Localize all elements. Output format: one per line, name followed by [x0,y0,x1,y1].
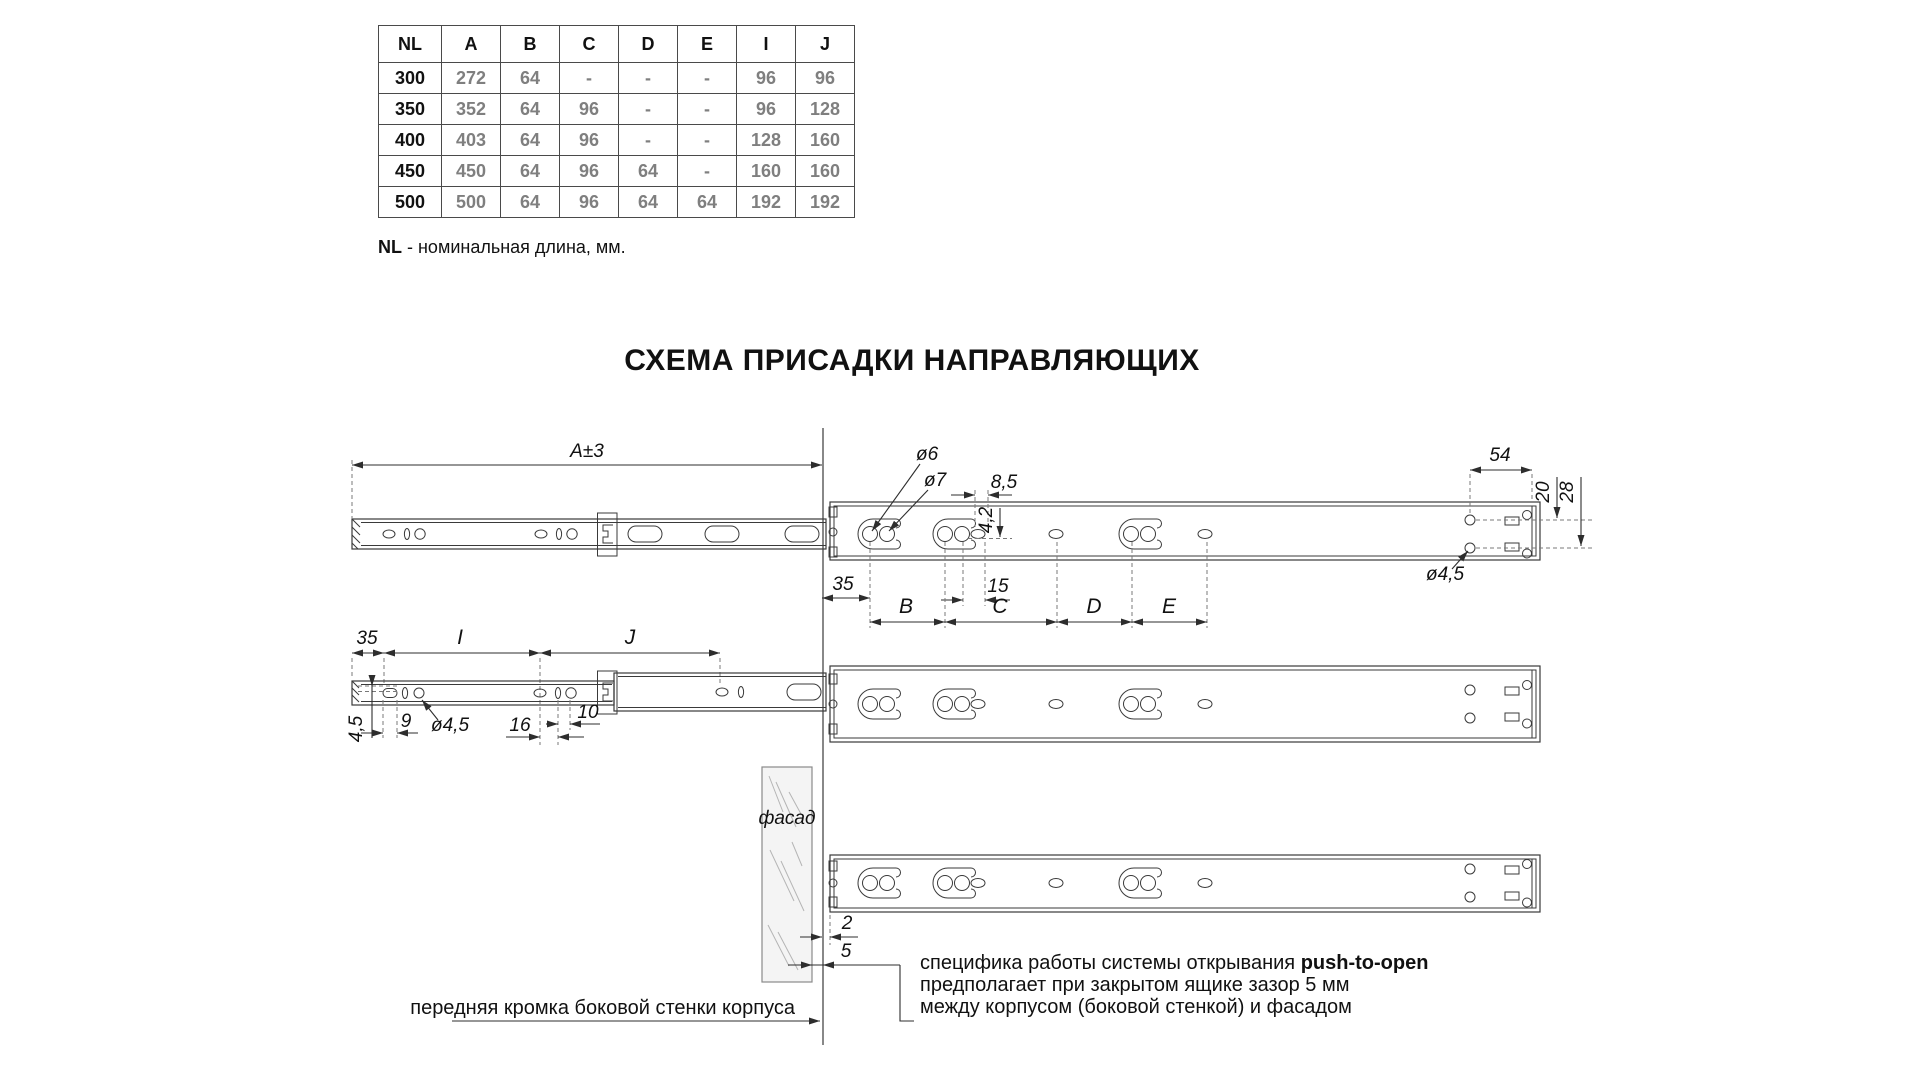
cell: - [678,125,737,156]
cell: 160 [737,156,796,187]
cell: - [560,63,619,94]
svg-text:9: 9 [400,711,412,732]
svg-text:4,2: 4,2 [976,506,997,534]
svg-text:20: 20 [1533,481,1554,503]
table-row [379,63,855,94]
push-to-open-note [920,952,1428,1018]
cell: - [678,156,737,187]
rail-row1-drawer-member [352,513,826,556]
table-row [379,125,855,156]
nl-text: - номинальная длина, мм. [402,237,626,257]
svg-text:ø7: ø7 [924,470,947,491]
cell: 500 [379,187,442,218]
cell: 192 [796,187,855,218]
cell: 96 [737,63,796,94]
table-header [379,26,855,63]
cell: 128 [737,125,796,156]
dimension-9 [361,700,418,738]
cell: 64 [501,125,560,156]
table-row [379,187,855,218]
cell: 64 [619,187,678,218]
svg-text:B: B [898,595,914,618]
col-header: C [560,26,619,63]
cell: 96 [560,187,619,218]
col-header: J [796,26,855,63]
dimension-bcde [870,542,1207,628]
cell: - [619,125,678,156]
rail-row2-cabinet-member [829,666,1540,742]
svg-text:5: 5 [840,941,852,962]
col-header: NL [379,26,442,63]
cell: 300 [379,63,442,94]
cell: 160 [796,156,855,187]
dimension-a3 [352,441,822,519]
cell: 64 [678,187,737,218]
col-header: E [678,26,737,63]
svg-text:C: C [992,595,1008,618]
cell: 272 [442,63,501,94]
svg-text:A±3: A±3 [570,441,604,462]
svg-text:J: J [624,626,636,649]
col-header: D [619,26,678,63]
svg-text:специфика работы системы откры: специфика работы системы открывания push-to-open [920,952,1429,974]
cell: 128 [796,94,855,125]
svg-text:8,5: 8,5 [990,472,1018,493]
cell: 403 [442,125,501,156]
svg-text:35: 35 [832,574,854,595]
cell: - [619,94,678,125]
cell: 160 [796,125,855,156]
svg-text:I: I [457,626,463,649]
cell: 500 [442,187,501,218]
svg-text:предполагает при закрытом ящик: предполагает при закрытом ящике зазор 5 мм [920,974,1350,996]
dimension-54 [1470,445,1532,516]
cell: - [619,63,678,94]
dimension-35-top [822,574,870,598]
cell: - [678,94,737,125]
cell: 96 [560,125,619,156]
col-header: A [442,26,501,63]
col-header: B [501,26,560,63]
svg-text:E: E [1161,595,1177,618]
page-title: СХЕМА ПРИСАДКИ НАПРАВЛЯЮЩИХ [624,344,1200,377]
col-header: I [737,26,796,63]
rail-row3-cabinet-member [829,855,1540,912]
cell: 96 [737,94,796,125]
nl-abbr: NL [378,237,402,257]
svg-text:10: 10 [577,702,599,723]
svg-text:35: 35 [356,628,378,649]
cell: 64 [501,63,560,94]
nl-footnote [378,237,626,258]
cell: 96 [560,94,619,125]
cell: 450 [379,156,442,187]
cell: 192 [737,187,796,218]
slide-length-table [378,25,855,218]
facade-panel [758,767,815,982]
facade-label: фасад [758,808,816,829]
svg-text:16: 16 [509,715,531,736]
rail-row1-cabinet-member [829,502,1540,560]
dimension-35-mid [352,628,384,686]
svg-text:2: 2 [841,913,853,934]
table-row [379,156,855,187]
cell: 64 [501,94,560,125]
svg-text:передняя кромка боковой стенки: передняя кромка боковой стенки корпуса [410,997,795,1019]
svg-text:4,5: 4,5 [346,715,367,743]
svg-text:ø6: ø6 [916,444,939,465]
cell: 96 [560,156,619,187]
cell: 64 [501,156,560,187]
drilling-scheme-drawing [0,380,1920,1080]
cell: 352 [442,94,501,125]
cell: 96 [796,63,855,94]
cell: 350 [379,94,442,125]
svg-text:28: 28 [1557,481,1578,503]
cell: - [678,63,737,94]
svg-text:между корпусом (боковой стенко: между корпусом (боковой стенкой) и фасадом [920,996,1352,1018]
svg-text:D: D [1086,595,1102,618]
cell: 450 [442,156,501,187]
cell: 64 [619,156,678,187]
front-edge-label [410,997,820,1021]
svg-text:54: 54 [1489,445,1511,466]
svg-text:ø4,5: ø4,5 [1426,564,1465,585]
dimension-16 [506,700,584,745]
svg-text:ø4,5: ø4,5 [431,715,470,736]
cell: 400 [379,125,442,156]
cell: 64 [501,187,560,218]
table-row [379,94,855,125]
dimension-4-5-rot [346,676,400,742]
svg-text:15: 15 [987,576,1009,597]
